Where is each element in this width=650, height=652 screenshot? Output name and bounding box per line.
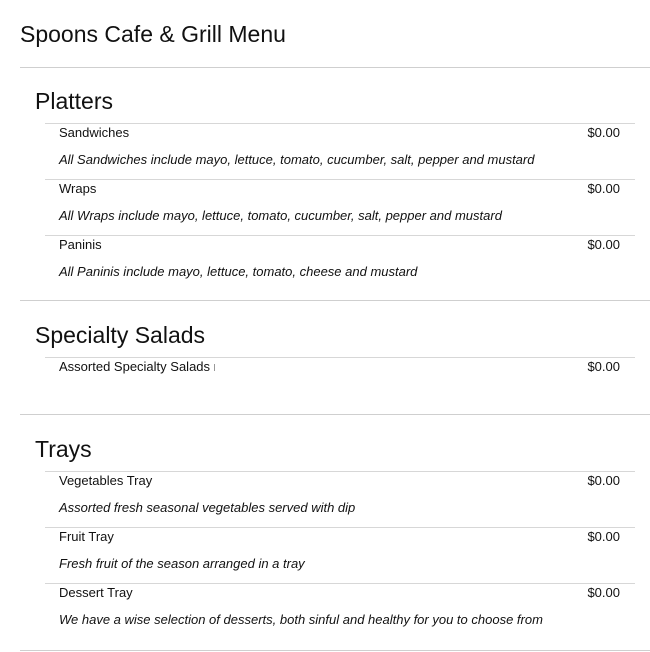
item-name-assorted-specialty-salads: Assorted Specialty Salads xyxy=(59,359,211,374)
item-divider xyxy=(45,471,635,472)
item-name-fruit-tray: Fruit Tray xyxy=(59,529,114,544)
item-price-paninis: $0.00 xyxy=(587,237,620,252)
title-divider xyxy=(20,67,650,68)
item-price-sandwiches: $0.00 xyxy=(587,125,620,140)
item-divider xyxy=(45,357,635,358)
item-name-wraps: Wraps xyxy=(59,181,97,196)
item-price-dessert-tray: $0.00 xyxy=(587,585,620,600)
item-price-assorted-specialty-salads: $0.00 xyxy=(587,359,620,374)
item-price-vegetables-tray: $0.00 xyxy=(587,473,620,488)
item-price-fruit-tray: $0.00 xyxy=(587,529,620,544)
item-description-vegetables-tray: Assorted fresh seasonal vegetables served with dip xyxy=(59,500,356,515)
item-description-sandwiches: All Sandwiches include mayo, lettuce, tomato, cucumber, salt, pepper and mustard xyxy=(59,152,535,167)
section-divider xyxy=(20,300,650,301)
item-divider xyxy=(45,123,635,124)
item-divider xyxy=(45,235,635,236)
section-title-platters: Platters xyxy=(35,88,113,114)
item-description-paninis: All Paninis include mayo, lettuce, tomato, cheese and mustard xyxy=(59,264,418,279)
item-name-paninis: Paninis xyxy=(59,237,102,252)
item-description-dessert-tray: We have a wise selection of desserts, both sinful and healthy for you to choose from xyxy=(59,612,543,627)
item-divider xyxy=(45,179,635,180)
item-description-wraps: All Wraps include mayo, lettuce, tomato, cucumber, salt, pepper and mustard xyxy=(59,208,502,223)
item-name-vegetables-tray: Vegetables Tray xyxy=(59,473,153,488)
item-divider xyxy=(45,583,635,584)
section-divider xyxy=(20,650,650,651)
item-divider xyxy=(45,527,635,528)
item-description-fruit-tray: Fresh fruit of the season arranged in a tray xyxy=(59,556,305,571)
text-cursor-mark xyxy=(214,364,215,371)
section-divider xyxy=(20,414,650,415)
section-title-specialty-salads: Specialty Salads xyxy=(35,322,206,348)
page-title: Spoons Cafe & Grill Menu xyxy=(20,21,286,47)
item-name-dessert-tray: Dessert Tray xyxy=(59,585,133,600)
item-name-sandwiches: Sandwiches xyxy=(59,125,130,140)
section-title-trays: Trays xyxy=(35,436,92,462)
item-price-wraps: $0.00 xyxy=(587,181,620,196)
